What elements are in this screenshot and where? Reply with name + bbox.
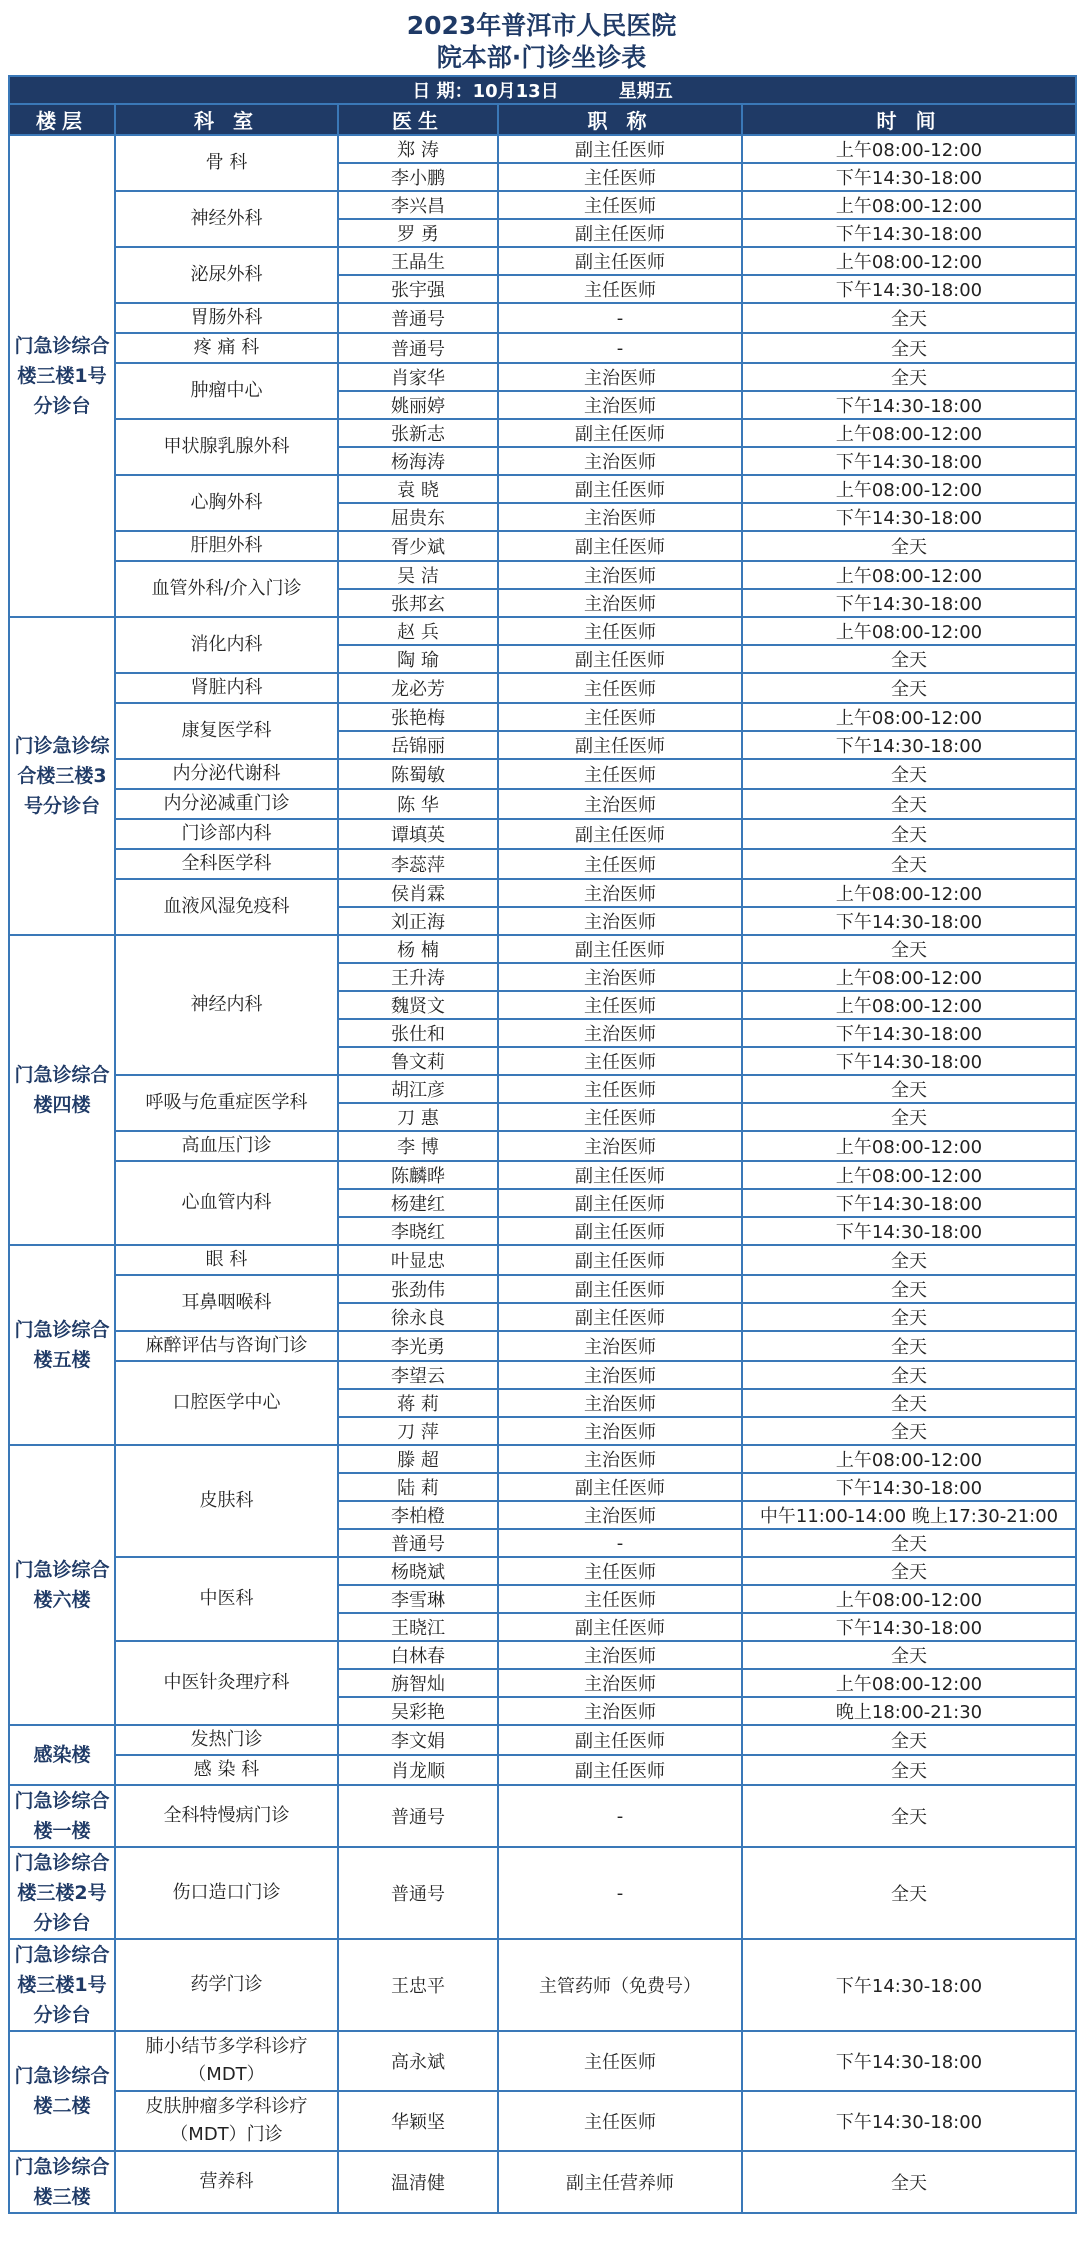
- doctor-cell: 岳锦丽: [338, 731, 498, 759]
- table-row: [9, 879, 1076, 907]
- title-cell: 主治医师: [498, 1445, 742, 1473]
- department-cell: 骨 科: [115, 135, 338, 191]
- title-cell: 主任医师: [498, 275, 742, 303]
- title-cell: 主治医师: [498, 1669, 742, 1697]
- doctor-cell: 王晶生: [338, 247, 498, 275]
- doctor-cell: 李望云: [338, 1361, 498, 1389]
- time-cell: 上午08:00-12:00: [742, 703, 1076, 731]
- table-row: [9, 531, 1076, 561]
- department-cell: 神经外科: [115, 191, 338, 247]
- time-cell: 下午14:30-18:00: [742, 163, 1076, 191]
- table-row: [9, 1131, 1076, 1161]
- floor-cell: 门急诊综合楼一楼: [9, 1785, 115, 1847]
- time-cell: 下午14:30-18:00: [742, 2091, 1076, 2151]
- title-cell: 主任医师: [498, 191, 742, 219]
- doctor-cell: 普通号: [338, 1785, 498, 1847]
- doctor-cell: 李小鹏: [338, 163, 498, 191]
- title-cell: 主任医师: [498, 703, 742, 731]
- column-header-title: 职 称: [498, 104, 742, 135]
- time-cell: 上午08:00-12:00: [742, 963, 1076, 991]
- time-cell: 全天: [742, 1755, 1076, 1785]
- doctor-cell: 旃智灿: [338, 1669, 498, 1697]
- title-cell: 副主任医师: [498, 1275, 742, 1303]
- time-cell: 下午14:30-18:00: [742, 391, 1076, 419]
- doctor-cell: 龙必芳: [338, 673, 498, 703]
- time-cell: 下午14:30-18:00: [742, 1613, 1076, 1641]
- column-header-row: [9, 104, 1076, 135]
- time-cell: 上午08:00-12:00: [742, 419, 1076, 447]
- time-cell: 下午14:30-18:00: [742, 503, 1076, 531]
- department-cell: 心胸外科: [115, 475, 338, 531]
- table-row: [9, 1075, 1076, 1103]
- title-cell: 主治医师: [498, 561, 742, 589]
- time-cell: 下午14:30-18:00: [742, 1019, 1076, 1047]
- title-cell: -: [498, 1529, 742, 1557]
- doctor-cell: 徐永良: [338, 1303, 498, 1331]
- time-cell: 全天: [742, 1245, 1076, 1275]
- time-cell: 全天: [742, 1103, 1076, 1131]
- title-cell: 副主任医师: [498, 219, 742, 247]
- time-cell: 全天: [742, 789, 1076, 819]
- time-cell: 全天: [742, 819, 1076, 849]
- department-cell: 康复医学科: [115, 703, 338, 759]
- doctor-cell: 陈 华: [338, 789, 498, 819]
- title-cell: 主治医师: [498, 879, 742, 907]
- doctor-cell: 白林春: [338, 1641, 498, 1669]
- title-cell: 主治医师: [498, 503, 742, 531]
- time-cell: 全天: [742, 1785, 1076, 1847]
- table-row: [9, 2091, 1076, 2151]
- title-cell: -: [498, 333, 742, 363]
- table-row: [9, 1245, 1076, 1275]
- doctor-cell: 张劲伟: [338, 1275, 498, 1303]
- title-cell: 主任医师: [498, 1075, 742, 1103]
- time-cell: 全天: [742, 1641, 1076, 1669]
- time-cell: 晚上18:00-21:30: [742, 1697, 1076, 1725]
- title-cell: 主治医师: [498, 1697, 742, 1725]
- date-cell: [9, 76, 1076, 104]
- doctor-cell: 陈麟晔: [338, 1161, 498, 1189]
- title-cell: 主管药师（免费号）: [498, 1939, 742, 2031]
- department-cell: 全科医学科: [115, 849, 338, 879]
- table-row: [9, 135, 1076, 163]
- title-cell: 主治医师: [498, 1501, 742, 1529]
- department-cell: 神经内科: [115, 935, 338, 1075]
- doctor-cell: 普通号: [338, 303, 498, 333]
- doctor-cell: 侯肖霖: [338, 879, 498, 907]
- department-cell: 消化内科: [115, 617, 338, 673]
- title-cell: 副主任医师: [498, 1725, 742, 1755]
- table-row: [9, 1755, 1076, 1785]
- title-cell: 副主任医师: [498, 419, 742, 447]
- doctor-cell: 李文娟: [338, 1725, 498, 1755]
- title-cell: 副主任医师: [498, 1245, 742, 1275]
- table-row: [9, 247, 1076, 275]
- doctor-cell: 王忠平: [338, 1939, 498, 2031]
- doctor-cell: 叶显忠: [338, 1245, 498, 1275]
- title-cell: 副主任医师: [498, 1217, 742, 1245]
- table-row: [9, 333, 1076, 363]
- time-cell: 全天: [742, 673, 1076, 703]
- table-row: [9, 1641, 1076, 1669]
- title-cell: 副主任医师: [498, 475, 742, 503]
- title-cell: 主任医师: [498, 849, 742, 879]
- time-cell: 全天: [742, 1725, 1076, 1755]
- time-cell: 上午08:00-12:00: [742, 475, 1076, 503]
- doctor-cell: 李光勇: [338, 1331, 498, 1361]
- title-cell: 副主任医师: [498, 1473, 742, 1501]
- department-cell: 皮肤肿瘤多学科诊疗（MDT）门诊: [115, 2091, 338, 2151]
- department-cell: 肾脏内科: [115, 673, 338, 703]
- table-row: [9, 1557, 1076, 1585]
- doctor-cell: 王晓江: [338, 1613, 498, 1641]
- table-row: [9, 1331, 1076, 1361]
- time-cell: 下午14:30-18:00: [742, 1047, 1076, 1075]
- title-line-1: 2023年普洱市人民医院: [406, 11, 677, 40]
- department-cell: 全科特慢病门诊: [115, 1785, 338, 1847]
- floor-cell: 门急诊综合楼六楼: [9, 1445, 115, 1725]
- time-cell: 下午14:30-18:00: [742, 1189, 1076, 1217]
- doctor-cell: 刀 萍: [338, 1417, 498, 1445]
- time-cell: 全天: [742, 1303, 1076, 1331]
- table-row: [9, 789, 1076, 819]
- doctor-cell: 张新志: [338, 419, 498, 447]
- department-cell: 感 染 科: [115, 1755, 338, 1785]
- title-cell: 主治医师: [498, 1417, 742, 1445]
- department-cell: 血液风湿免疫科: [115, 879, 338, 935]
- table-row: [9, 561, 1076, 589]
- time-cell: 下午14:30-18:00: [742, 589, 1076, 617]
- department-cell: 药学门诊: [115, 1939, 338, 2031]
- title-cell: 主治医师: [498, 447, 742, 475]
- column-header-floor: 楼层: [9, 104, 115, 135]
- title-cell: 副主任医师: [498, 1755, 742, 1785]
- time-cell: 全天: [742, 759, 1076, 789]
- schedule-body: [9, 135, 1076, 2213]
- doctor-cell: 张宇强: [338, 275, 498, 303]
- doctor-cell: 李 博: [338, 1131, 498, 1161]
- time-cell: 上午08:00-12:00: [742, 1161, 1076, 1189]
- time-cell: 上午08:00-12:00: [742, 135, 1076, 163]
- doctor-cell: 蒋 莉: [338, 1389, 498, 1417]
- table-row: [9, 1445, 1076, 1473]
- doctor-cell: 胡江彦: [338, 1075, 498, 1103]
- doctor-cell: 肖龙顺: [338, 1755, 498, 1785]
- time-cell: 上午08:00-12:00: [742, 1669, 1076, 1697]
- weekday-value: 星期五: [618, 81, 673, 102]
- date-label: 日 期：: [412, 81, 473, 102]
- table-row: [9, 1161, 1076, 1189]
- table-row: [9, 819, 1076, 849]
- title-cell: 副主任医师: [498, 1161, 742, 1189]
- doctor-cell: 普通号: [338, 1529, 498, 1557]
- title-cell: 主治医师: [498, 907, 742, 935]
- title-cell: 主任医师: [498, 2091, 742, 2151]
- table-row: [9, 1361, 1076, 1389]
- table-row: [9, 617, 1076, 645]
- time-cell: 上午08:00-12:00: [742, 561, 1076, 589]
- title-cell: 主治医师: [498, 391, 742, 419]
- table-row: [9, 2031, 1076, 2091]
- department-cell: 口腔医学中心: [115, 1361, 338, 1445]
- title-cell: 主治医师: [498, 1361, 742, 1389]
- title-cell: 副主任医师: [498, 531, 742, 561]
- doctor-cell: 罗 勇: [338, 219, 498, 247]
- doctor-cell: 陈蜀敏: [338, 759, 498, 789]
- title-cell: 副主任医师: [498, 935, 742, 963]
- department-cell: 耳鼻咽喉科: [115, 1275, 338, 1331]
- time-cell: 下午14:30-18:00: [742, 2031, 1076, 2091]
- department-cell: 疼 痛 科: [115, 333, 338, 363]
- doctor-cell: 姚丽婷: [338, 391, 498, 419]
- time-cell: 下午14:30-18:00: [742, 907, 1076, 935]
- time-cell: 上午08:00-12:00: [742, 1131, 1076, 1161]
- doctor-cell: 谭填英: [338, 819, 498, 849]
- table-row: [9, 1275, 1076, 1303]
- department-cell: 心血管内科: [115, 1161, 338, 1245]
- table-row: [9, 2151, 1076, 2213]
- date-value: 10月13日: [472, 81, 559, 102]
- column-header-doctor: 医生: [338, 104, 498, 135]
- table-row: [9, 1725, 1076, 1755]
- time-cell: 上午08:00-12:00: [742, 617, 1076, 645]
- doctor-cell: 温清健: [338, 2151, 498, 2213]
- doctor-cell: 普通号: [338, 333, 498, 363]
- time-cell: 全天: [742, 531, 1076, 561]
- doctor-cell: 陆 莉: [338, 1473, 498, 1501]
- floor-cell: 门急诊综合楼三楼1号分诊台: [9, 135, 115, 617]
- time-cell: 全天: [742, 645, 1076, 673]
- department-cell: 皮肤科: [115, 1445, 338, 1557]
- title-cell: 主任医师: [498, 163, 742, 191]
- doctor-cell: 张艳梅: [338, 703, 498, 731]
- title-cell: 副主任医师: [498, 1303, 742, 1331]
- title-line-2: 院本部·门诊坐诊表: [436, 43, 647, 72]
- doctor-cell: 杨 楠: [338, 935, 498, 963]
- time-cell: 全天: [742, 935, 1076, 963]
- title-cell: 主治医师: [498, 1131, 742, 1161]
- table-row: [9, 363, 1076, 391]
- title-cell: 主治医师: [498, 589, 742, 617]
- doctor-cell: 张邦玄: [338, 589, 498, 617]
- department-cell: 伤口造口门诊: [115, 1847, 338, 1939]
- time-cell: 下午14:30-18:00: [742, 219, 1076, 247]
- department-cell: 高血压门诊: [115, 1131, 338, 1161]
- doctor-cell: 刀 惠: [338, 1103, 498, 1131]
- time-cell: 下午14:30-18:00: [742, 731, 1076, 759]
- department-cell: 肺小结节多学科诊疗（MDT）: [115, 2031, 338, 2091]
- title-cell: 主治医师: [498, 1641, 742, 1669]
- floor-cell: 门急诊综合楼三楼2号分诊台: [9, 1847, 115, 1939]
- doctor-cell: 赵 兵: [338, 617, 498, 645]
- title-cell: 主任医师: [498, 1585, 742, 1613]
- table-row: [9, 191, 1076, 219]
- time-cell: 全天: [742, 849, 1076, 879]
- department-cell: 门诊部内科: [115, 819, 338, 849]
- doctor-cell: 屈贵东: [338, 503, 498, 531]
- title-cell: 副主任医师: [498, 645, 742, 673]
- table-row: [9, 419, 1076, 447]
- time-cell: 全天: [742, 1389, 1076, 1417]
- table-row: [9, 935, 1076, 963]
- time-cell: 中午11:00-14:00 晚上17:30-21:00: [742, 1501, 1076, 1529]
- title-cell: 主治医师: [498, 1019, 742, 1047]
- title-cell: 主任医师: [498, 673, 742, 703]
- time-cell: 全天: [742, 303, 1076, 333]
- title-cell: 主任医师: [498, 1103, 742, 1131]
- time-cell: 上午08:00-12:00: [742, 191, 1076, 219]
- department-cell: 麻醉评估与咨询门诊: [115, 1331, 338, 1361]
- doctor-cell: 陶 瑜: [338, 645, 498, 673]
- title-cell: 副主任医师: [498, 731, 742, 759]
- table-row: [9, 1785, 1076, 1847]
- title-cell: 副主任医师: [498, 135, 742, 163]
- department-cell: 内分泌代谢科: [115, 759, 338, 789]
- doctor-cell: 张仕和: [338, 1019, 498, 1047]
- title-cell: 副主任医师: [498, 1613, 742, 1641]
- table-row: [9, 673, 1076, 703]
- doctor-cell: 胥少斌: [338, 531, 498, 561]
- floor-cell: 门急诊综合楼四楼: [9, 935, 115, 1245]
- title-cell: 主治医师: [498, 1331, 742, 1361]
- table-row: [9, 849, 1076, 879]
- department-cell: 发热门诊: [115, 1725, 338, 1755]
- doctor-cell: 杨海涛: [338, 447, 498, 475]
- department-cell: 中医科: [115, 1557, 338, 1641]
- floor-cell: 门急诊综合楼三楼1号分诊台: [9, 1939, 115, 2031]
- title-cell: 主任医师: [498, 617, 742, 645]
- floor-cell: 门诊急诊综合楼三楼3号分诊台: [9, 617, 115, 935]
- department-cell: 血管外科/介入门诊: [115, 561, 338, 617]
- time-cell: 全天: [742, 1331, 1076, 1361]
- department-cell: 泌尿外科: [115, 247, 338, 303]
- floor-cell: 门急诊综合楼五楼: [9, 1245, 115, 1445]
- time-cell: 下午14:30-18:00: [742, 447, 1076, 475]
- department-cell: 内分泌减重门诊: [115, 789, 338, 819]
- department-cell: 营养科: [115, 2151, 338, 2213]
- doctor-cell: 魏贤文: [338, 991, 498, 1019]
- time-cell: 全天: [742, 333, 1076, 363]
- doctor-cell: 王升涛: [338, 963, 498, 991]
- title-cell: 主治医师: [498, 963, 742, 991]
- doctor-cell: 吴 洁: [338, 561, 498, 589]
- title-cell: -: [498, 1847, 742, 1939]
- time-cell: 上午08:00-12:00: [742, 1445, 1076, 1473]
- title-cell: 主任医师: [498, 1557, 742, 1585]
- title-cell: 主任医师: [498, 1047, 742, 1075]
- department-cell: 眼 科: [115, 1245, 338, 1275]
- title-cell: 副主任医师: [498, 819, 742, 849]
- doctor-cell: 华颖坚: [338, 2091, 498, 2151]
- table-row: [9, 759, 1076, 789]
- schedule-table: [8, 75, 1077, 2214]
- column-header-department: 科 室: [115, 104, 338, 135]
- title-cell: 副主任医师: [498, 247, 742, 275]
- table-row: [9, 1939, 1076, 2031]
- doctor-cell: 李兴昌: [338, 191, 498, 219]
- table-row: [9, 1847, 1076, 1939]
- doctor-cell: 李雪琳: [338, 1585, 498, 1613]
- doctor-cell: 普通号: [338, 1847, 498, 1939]
- time-cell: 全天: [742, 2151, 1076, 2213]
- time-cell: 下午14:30-18:00: [742, 1217, 1076, 1245]
- title-cell: 副主任营养师: [498, 2151, 742, 2213]
- time-cell: 全天: [742, 1847, 1076, 1939]
- doctor-cell: 高永斌: [338, 2031, 498, 2091]
- time-cell: 全天: [742, 363, 1076, 391]
- doctor-cell: 袁 晓: [338, 475, 498, 503]
- time-cell: 下午14:30-18:00: [742, 275, 1076, 303]
- doctor-cell: 肖家华: [338, 363, 498, 391]
- doctor-cell: 滕 超: [338, 1445, 498, 1473]
- table-row: [9, 303, 1076, 333]
- title-cell: 主治医师: [498, 1389, 742, 1417]
- time-cell: 全天: [742, 1529, 1076, 1557]
- doctor-cell: 李晓红: [338, 1217, 498, 1245]
- time-cell: 全天: [742, 1075, 1076, 1103]
- time-cell: 上午08:00-12:00: [742, 991, 1076, 1019]
- doctor-cell: 李蕊萍: [338, 849, 498, 879]
- department-cell: 胃肠外科: [115, 303, 338, 333]
- title-cell: 主任医师: [498, 2031, 742, 2091]
- time-cell: 上午08:00-12:00: [742, 247, 1076, 275]
- title-cell: 主任医师: [498, 759, 742, 789]
- title-cell: 主治医师: [498, 363, 742, 391]
- title-cell: 副主任医师: [498, 1189, 742, 1217]
- floor-cell: 门急诊综合楼三楼: [9, 2151, 115, 2213]
- doctor-cell: 鲁文莉: [338, 1047, 498, 1075]
- doctor-cell: 杨建红: [338, 1189, 498, 1217]
- department-cell: 呼吸与危重症医学科: [115, 1075, 338, 1131]
- time-cell: 全天: [742, 1557, 1076, 1585]
- doctor-cell: 杨晓斌: [338, 1557, 498, 1585]
- floor-cell: 感染楼: [9, 1725, 115, 1785]
- time-cell: 全天: [742, 1275, 1076, 1303]
- title-cell: -: [498, 303, 742, 333]
- department-cell: 甲状腺乳腺外科: [115, 419, 338, 475]
- doctor-cell: 李柏橙: [338, 1501, 498, 1529]
- time-cell: 下午14:30-18:00: [742, 1939, 1076, 2031]
- time-cell: 全天: [742, 1361, 1076, 1389]
- title-cell: 主任医师: [498, 991, 742, 1019]
- department-cell: 肿瘤中心: [115, 363, 338, 419]
- table-row: [9, 703, 1076, 731]
- floor-cell: 门急诊综合楼二楼: [9, 2031, 115, 2151]
- page-title: [8, 8, 1075, 76]
- column-header-time: 时 间: [742, 104, 1076, 135]
- department-cell: 中医针灸理疗科: [115, 1641, 338, 1725]
- doctor-cell: 吴彩艳: [338, 1697, 498, 1725]
- title-cell: 主治医师: [498, 789, 742, 819]
- time-cell: 下午14:30-18:00: [742, 1473, 1076, 1501]
- doctor-cell: 刘正海: [338, 907, 498, 935]
- department-cell: 肝胆外科: [115, 531, 338, 561]
- time-cell: 全天: [742, 1417, 1076, 1445]
- date-bar: [9, 76, 1076, 104]
- title-cell: -: [498, 1785, 742, 1847]
- table-row: [9, 475, 1076, 503]
- doctor-cell: 郑 涛: [338, 135, 498, 163]
- time-cell: 上午08:00-12:00: [742, 879, 1076, 907]
- time-cell: 上午08:00-12:00: [742, 1585, 1076, 1613]
